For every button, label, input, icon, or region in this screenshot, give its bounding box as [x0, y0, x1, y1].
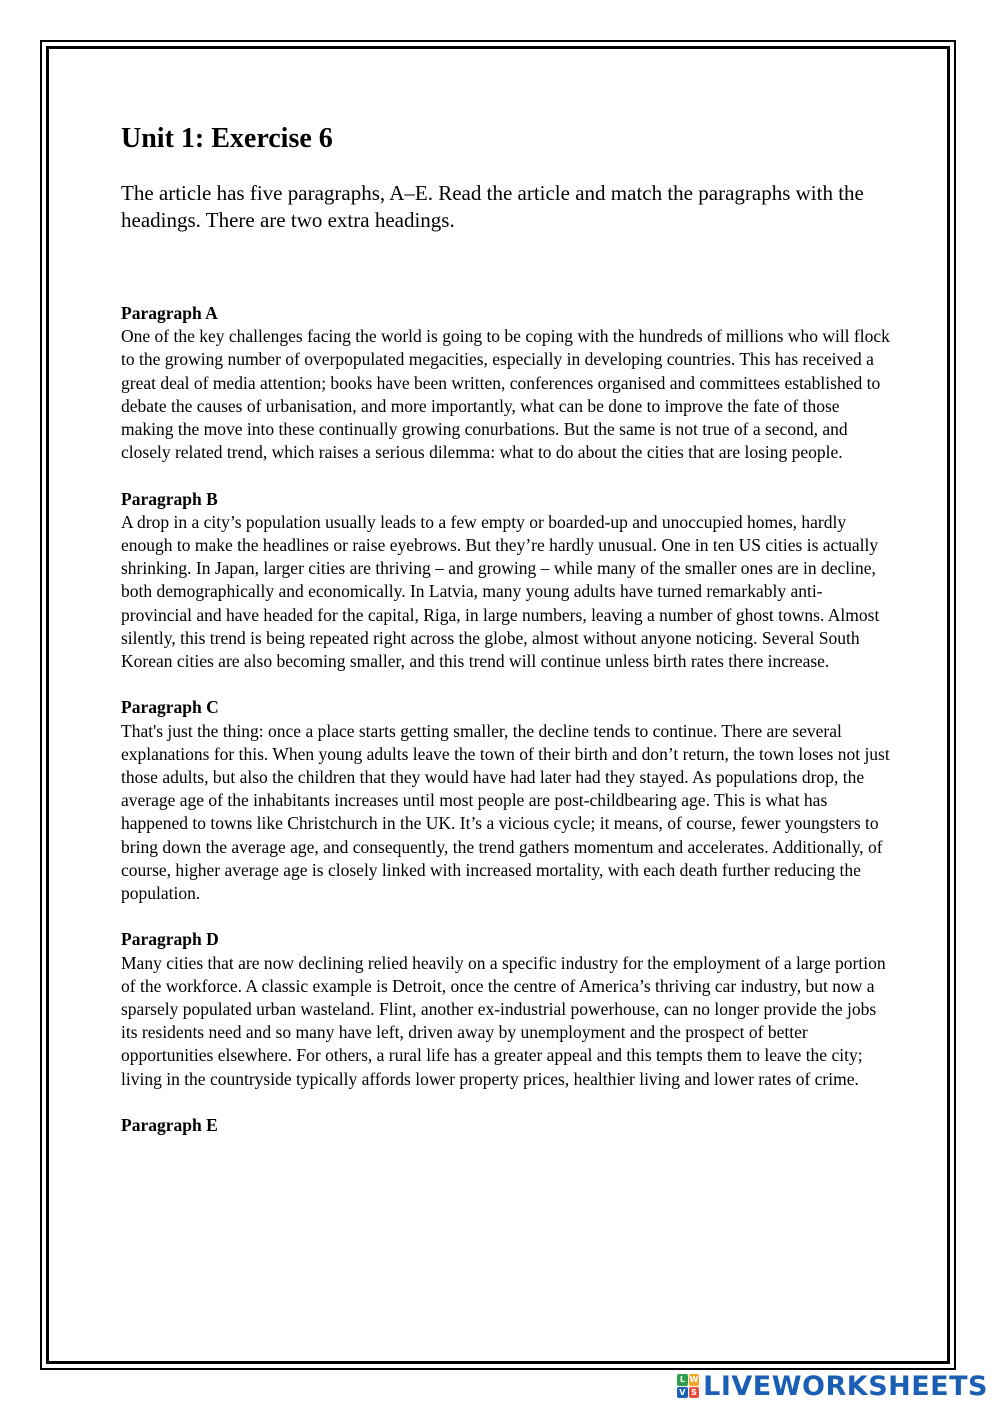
liveworksheets-logo[interactable]	[677, 1368, 988, 1404]
paragraph-a-text: One of the key challenges facing the world is going to be coping with the hundreds of millions who will flock to the growing number of overpopulated megacities, especially in developing countries. This has received a great deal of media attention; books have been written, conferences organised and committees established to debate the causes of urbanisation, and more importantly, what can be done to improve the fate of those making the move into these continually growing conurbations. But the same is not true of a second, and closely related trend, which raises a serious dilemma: what to do about the cities that are losing people.	[121, 326, 890, 463]
logo-mark-tile-4: S	[689, 1387, 700, 1399]
paragraph-e-heading: Paragraph E	[121, 1115, 218, 1136]
paragraph-d-heading: Paragraph D	[121, 929, 219, 950]
logo-mark-tile-3: V	[677, 1387, 688, 1399]
paragraph-d-block	[121, 928, 891, 1090]
logo-mark-tile-2: W	[689, 1375, 699, 1384]
worksheet-content	[121, 120, 891, 1137]
logo-mark-tile-1: L	[677, 1374, 688, 1386]
paragraph-c-block	[121, 696, 891, 905]
paragraph-e-block	[121, 1114, 891, 1137]
paragraph-c-text: That's just the thing: once a place starts getting smaller, the decline tends to continue. There are several explanations for this. When young adults leave the town of their birth and don’t return, the town loses not just those adults, but also the children that they would have had later had they stayed. As populations drop, the average age of the inhabitants increases until most people are post-childbearing age. This is what has happened to towns like Christchurch in the UK. It’s a vicious cycle; it means, of course, fewer youngsters to bring down the average age, and consequently, the trend gathers momentum and accelerates. Additionally, of course, higher average age is closely linked with increased mortality, with each death further reducing the population.	[121, 720, 890, 904]
logo-text: LIVEWORKSHEETS	[703, 1370, 988, 1402]
paragraph-d-text: Many cities that are now declining relied heavily on a specific industry for the employment of a large portion of the workforce. A classic example is Detroit, once the centre of America’s thriving car industry, but now a sparsely populated urban wasteland. Flint, another ex-industrial powerhouse, can no longer provide the jobs its residents need and so many have left, driven away by unemployment and the prospect of better opportunities elsewhere. For others, a rural life has a greater appeal and this tempts them to leave the city; living in the countryside typically affords lower property prices, healthier living and lower rates of crime.	[121, 952, 886, 1089]
instructions-text: The article has five paragraphs, A–E. Read the article and match the paragraphs with the headings. There are two extra headings.	[121, 181, 864, 232]
page-title: Unit 1: Exercise 6	[121, 123, 333, 154]
paragraph-b-heading: Paragraph B	[121, 488, 218, 509]
paragraph-b-block	[121, 488, 891, 674]
paragraph-a-heading: Paragraph A	[121, 303, 218, 323]
liveworksheets-logo-icon	[677, 1374, 699, 1398]
paragraph-c-heading: Paragraph C	[121, 697, 219, 718]
paragraph-a-block	[121, 302, 891, 464]
paragraph-b-text: A drop in a city’s population usually leads to a few empty or boarded-up and unoccupied homes, hardly enough to make the headlines or raise eyebrows. But they’re hardly unusual. One in ten US cities is actually shrinking. In Japan, larger cities are thriving – and growing – while many of the smaller ones are in decline, both demographically and economically. In Latvia, many young adults have turned remarkably anti-provincial and have headed for the capital, Riga, in large numbers, leaving a number of ghost towns. Almost silently, this trend is being repeated right across the globe, almost without anyone noticing. Several South Korean cities are also becoming smaller, and this trend will continue unless birth rates there increase.	[121, 511, 880, 672]
